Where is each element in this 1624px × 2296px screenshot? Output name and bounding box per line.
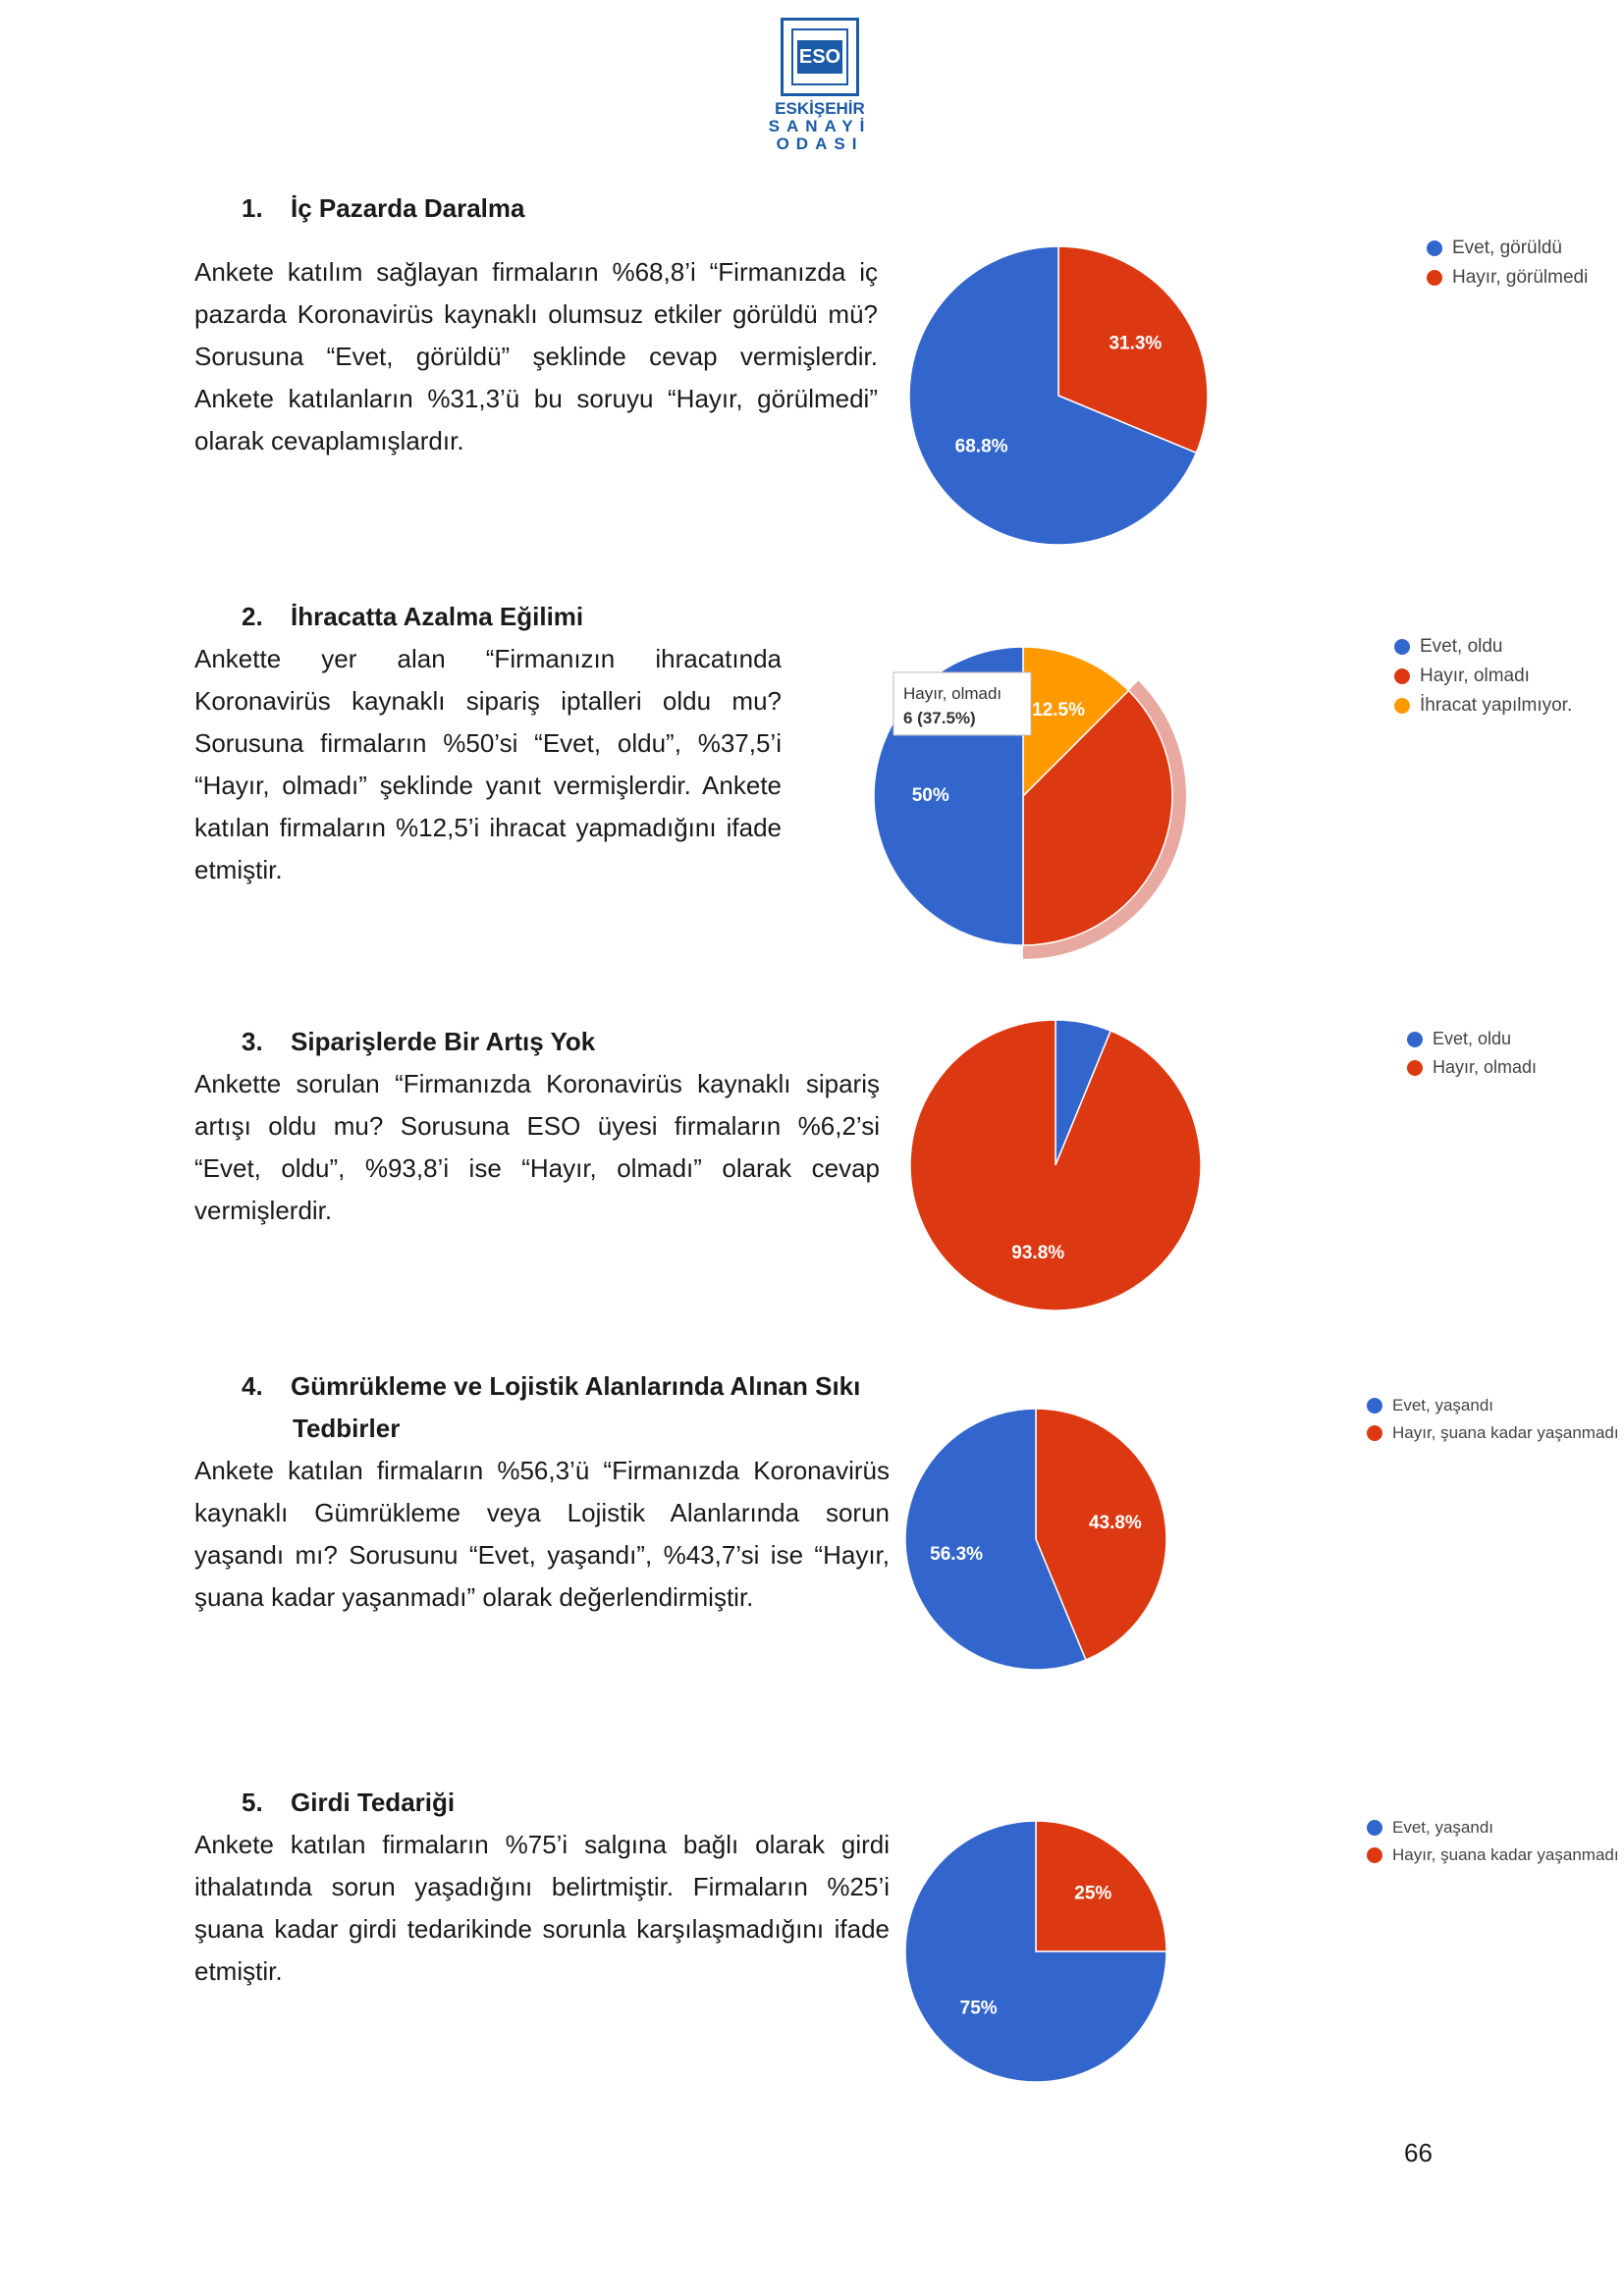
section-5-number: 5. (242, 1788, 263, 1817)
section-4 (194, 1365, 890, 1619)
logo-line-3: ODASI (776, 133, 864, 153)
legend-dot (1367, 1425, 1382, 1441)
legend-item (1394, 695, 1572, 717)
slice-label: 50% (911, 785, 949, 807)
section-4-heading (194, 1365, 890, 1450)
section-3-title: Siparişlerde Bir Artış Yok (291, 1027, 596, 1056)
eso-logo (766, 18, 874, 165)
section-3-number: 3. (242, 1027, 263, 1056)
legend-item (1427, 238, 1588, 259)
section-3 (194, 1027, 880, 1232)
legend-item (1394, 636, 1572, 658)
legend-item (1407, 1029, 1537, 1049)
legend-item (1367, 1818, 1619, 1838)
slice-label: 43.8% (1088, 1512, 1142, 1533)
section-3-body: Ankette sorulan “Firmanızda Koronavirüs kaynaklı sipariş artışı oldu mu? Sorusuna ESO üyesi firmaların %6,2’si “Evet, oldu”, %93,8’i ise “Hayır, olmadı” olarak cevap vermişlerdir. (194, 1069, 880, 1225)
section-2-body: Ankette yer alan “Firmanızın ihracatında Koronavirüs kaynaklı sipariş iptalleri oldu mu? Sorusuna firmaların %50’si “Evet, oldu”, %37,5’i “Hayır, olmadı” şeklinde yanıt vermişlerdir. Ankete katılan firmaların %12,5’i ihracat yapmadığını ifade etmiştir. (194, 644, 782, 884)
legend-item (1367, 1845, 1619, 1865)
page-number: 66 (1404, 2138, 1433, 2167)
legend-dot (1407, 1060, 1423, 1076)
section-2-title: İhracatta Azalma Eğilimi (291, 602, 584, 631)
legend-item (1367, 1396, 1619, 1415)
section-1-number: 1. (242, 193, 263, 223)
section-2 (194, 602, 782, 891)
legend-label: Evet, görüldü (1452, 238, 1562, 258)
chart-4-legend (1367, 1396, 1619, 1451)
legend-dot (1427, 240, 1442, 256)
logo-abbr: ESO (797, 40, 842, 74)
legend-label: Hayır, olmadı (1433, 1057, 1538, 1077)
section-1-heading (194, 193, 878, 224)
legend-dot (1394, 668, 1410, 684)
chart-3-pie (884, 1011, 1237, 1325)
legend-item (1367, 1423, 1619, 1443)
tooltip-label: Hayır, olmadı (903, 684, 1002, 703)
chart-5-pie (903, 1787, 1198, 2110)
chart-2-legend (1394, 636, 1572, 724)
slice-label: 25% (1074, 1883, 1112, 1904)
section-5-title: Girdi Tedariği (291, 1788, 456, 1817)
legend-label: Evet, yaşandı (1392, 1818, 1494, 1837)
legend-dot (1427, 270, 1442, 286)
chart-4-pie (903, 1374, 1198, 1698)
legend-label: Evet, oldu (1433, 1029, 1512, 1048)
legend-label: Hayır, görülmedi (1452, 267, 1589, 288)
section-1 (194, 193, 878, 462)
slice-label: 68.8% (954, 436, 1008, 457)
pie-slice[interactable] (910, 1020, 1201, 1310)
legend-item (1427, 267, 1588, 289)
legend-label: Evet, oldu (1420, 636, 1503, 657)
legend-label: Evet, yaşandı (1392, 1396, 1494, 1415)
logo-emblem (781, 18, 859, 96)
legend-dot (1367, 1820, 1382, 1836)
section-2-heading (194, 602, 782, 632)
chart-1-legend (1427, 238, 1588, 296)
slice-label: 12.5% (1032, 699, 1086, 721)
legend-dot (1394, 639, 1410, 655)
legend-item (1394, 666, 1572, 687)
chart-5-legend (1367, 1818, 1619, 1873)
slice-label: 31.3% (1109, 333, 1163, 354)
legend-dot (1367, 1398, 1382, 1414)
section-4-body: Ankete katılan firmaların %56,3’ü “Firmanızda Koronavirüs kaynaklı Gümrükleme veya Lojistik Alanlarında sorun yaşandı mı? Sorusunu “Evet, yaşandı”, %43,7’si ise “Hayır, şuana kadar yaşanmadı” olarak değerlendirmiştir. (194, 1456, 890, 1612)
chart-1-pie (884, 226, 1237, 560)
slice-label: 56.3% (930, 1544, 984, 1566)
legend-dot (1394, 698, 1410, 714)
logo-line-2: SANAYİ (768, 116, 872, 135)
slice-label: 93.8% (1011, 1243, 1065, 1264)
legend-label: Hayır, şuana kadar yaşanmadı (1392, 1423, 1619, 1442)
chart-2-pie (864, 618, 1218, 962)
section-4-title: Gümrükleme ve Lojistik Alanlarında Alınan Sıkı Tedbirler (291, 1371, 861, 1443)
logo-line-1: ESKİŞEHİR (775, 99, 865, 118)
legend-label: İhracat yapılmıyor. (1420, 695, 1573, 716)
section-2-number: 2. (242, 602, 263, 631)
legend-label: Hayır, şuana kadar yaşanmadı (1392, 1845, 1619, 1864)
section-1-body: Ankete katılım sağlayan firmaların %68,8’i “Firmanızda iç pazarda Koronavirüs kaynaklı olumsuz etkiler görüldü mü? Sorusuna “Evet, görüldü” şeklinde cevap vermişlerdir. Ankete katılanların %31,3’ü bu soruyu “Hayır, görülmedi” olarak cevaplamışlardır. (194, 257, 878, 455)
chart-3-legend (1407, 1029, 1537, 1086)
tooltip-value: 6 (37.5%) (903, 709, 976, 727)
section-3-heading (194, 1027, 880, 1057)
section-4-number: 4. (242, 1371, 263, 1401)
legend-label: Hayır, olmadı (1420, 666, 1530, 686)
section-5-heading (194, 1788, 890, 1818)
legend-item (1407, 1057, 1537, 1078)
slice-label: 75% (959, 1998, 998, 2019)
section-1-title: İç Pazarda Daralma (291, 193, 525, 223)
section-5-body: Ankete katılan firmaların %75’i salgına bağlı olarak girdi ithalatında sorun yaşadığını belirtmiştir. Firmaların %25’i şuana kadar girdi tedarikinde sorunla karşılaşmadığını ifade etmiştir. (194, 1830, 890, 1986)
legend-dot (1407, 1032, 1423, 1047)
legend-dot (1367, 1847, 1382, 1863)
section-5 (194, 1788, 890, 1993)
